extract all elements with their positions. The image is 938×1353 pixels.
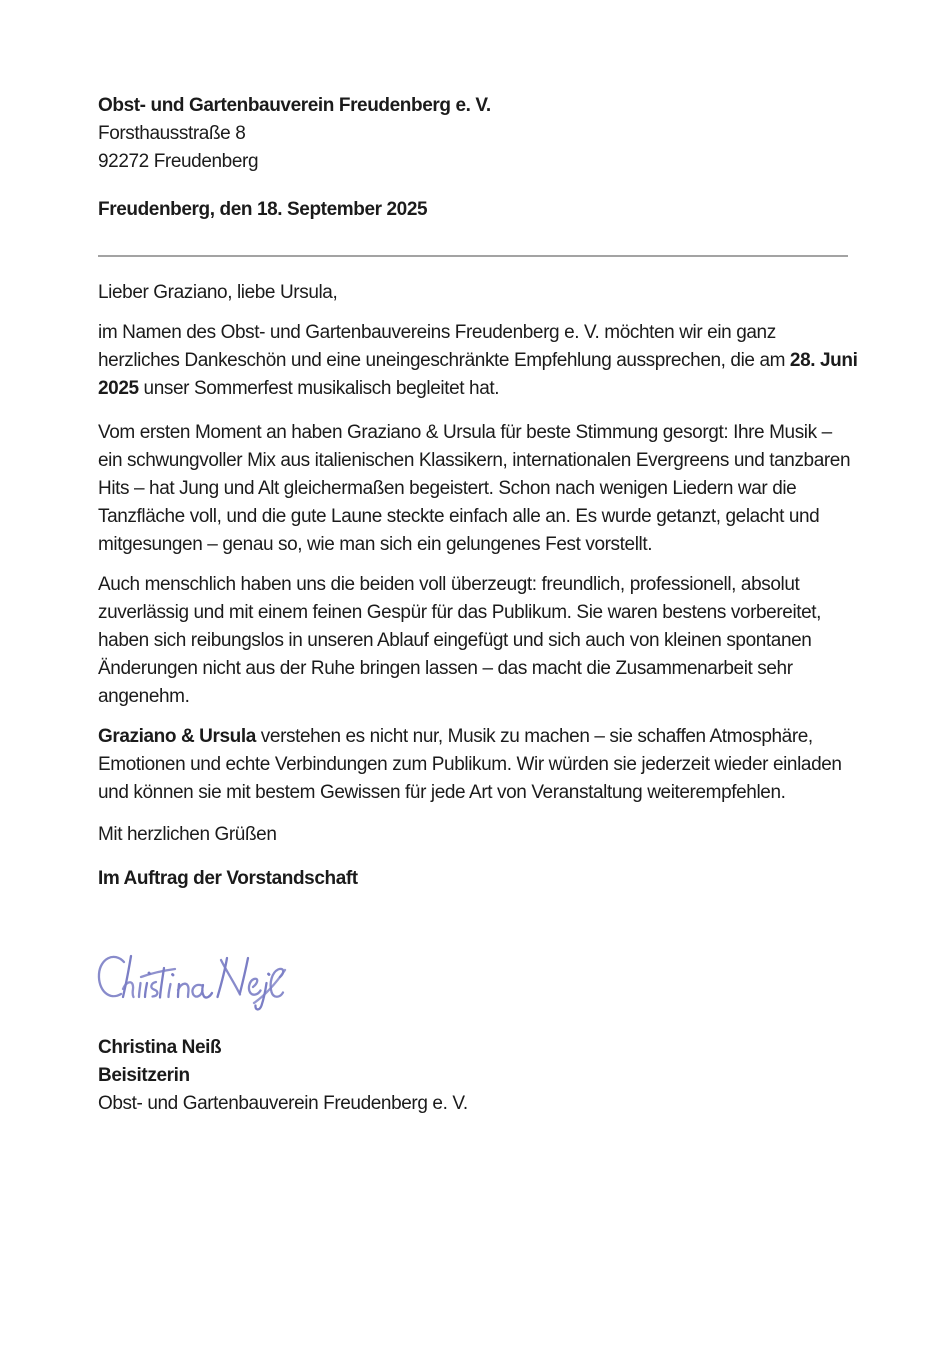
date-line: Freudenberg, den 18. September 2025 xyxy=(98,199,428,220)
body-paragraph xyxy=(98,319,858,403)
paragraph-text: im Namen des Obst- und Gartenbauvereins Freudenberg e. V. möchten wir ein ganz herzliches Dankeschön und eine uneingeschränkte Empfehlung aussprechen, die am xyxy=(98,322,790,371)
body-paragraph xyxy=(98,571,858,711)
signoff-role: Beisitzerin xyxy=(98,1065,190,1086)
signoff-block xyxy=(98,1034,858,1118)
paragraph-bold-text: Graziano & Ursula xyxy=(98,726,256,747)
sender-street: Forsthausstraße 8 xyxy=(98,123,246,144)
on-behalf-line: Im Auftrag der Vorstandschaft xyxy=(98,868,358,889)
sender-city: 92272 Freudenberg xyxy=(98,151,259,172)
paragraph-text: Auch menschlich haben uns die beiden voll überzeugt: freundlich, professionell, absolut zuverlässig und mit einem feinen Gespür für das Publikum. Sie waren bestens vorbereitet, haben sich reibungslos in unseren Ablauf eingefügt und sich auch von kleinen spontanen Änderungen nicht aus der Ruhe bringen lassen – das macht die Zusammenarbeit sehr angenehm. xyxy=(98,574,822,707)
sender-block xyxy=(98,92,858,176)
paragraph-bold-text: 28. Juni 2025 xyxy=(98,350,858,399)
paragraph-text: unser Sommerfest musikalisch begleitet hat. xyxy=(138,378,500,399)
body-paragraph xyxy=(98,419,858,559)
letter-body xyxy=(98,319,858,807)
signoff-organization: Obst- und Gartenbauverein Freudenberg e. V. xyxy=(98,1093,468,1114)
paragraph-text: verstehen es nicht nur, Musik zu machen – sie schaffen Atmosphäre, Emotionen und echte Verbindungen zum Publikum. Wir würden sie jederzeit wieder einladen und können sie mit bestem Gewissen für jede Art von Veranstaltung weiterempfehlen. xyxy=(98,726,842,803)
paragraph-text: Vom ersten Moment an haben Graziano & Ursula für beste Stimmung gesorgt: Ihre Musik – ein schwungvoller Mix aus italienischen Klassikern, internationalen Evergreens und tanzbaren Hits – hat Jung und Alt gleichermaßen begeistert. Schon nach wenigen Liedern war die Tanzfläche voll, und die gute Laune steckte einfach alle an. Es wurde getanzt, gelacht und mitgesungen – genau so, wie man sich ein gelungenes Fest vorstellt. xyxy=(98,422,851,555)
body-paragraph xyxy=(98,723,858,807)
handwritten-signature xyxy=(94,946,288,1018)
salutation: Lieber Graziano, liebe Ursula, xyxy=(98,282,338,303)
signature-ink-strokes xyxy=(94,946,288,1018)
divider-rule xyxy=(98,255,848,257)
signoff-name: Christina Neiß xyxy=(98,1037,222,1058)
sender-name: Obst- und Gartenbauverein Freudenberg e. V. xyxy=(98,95,491,116)
closing-line: Mit herzlichen Grüßen xyxy=(98,824,277,845)
